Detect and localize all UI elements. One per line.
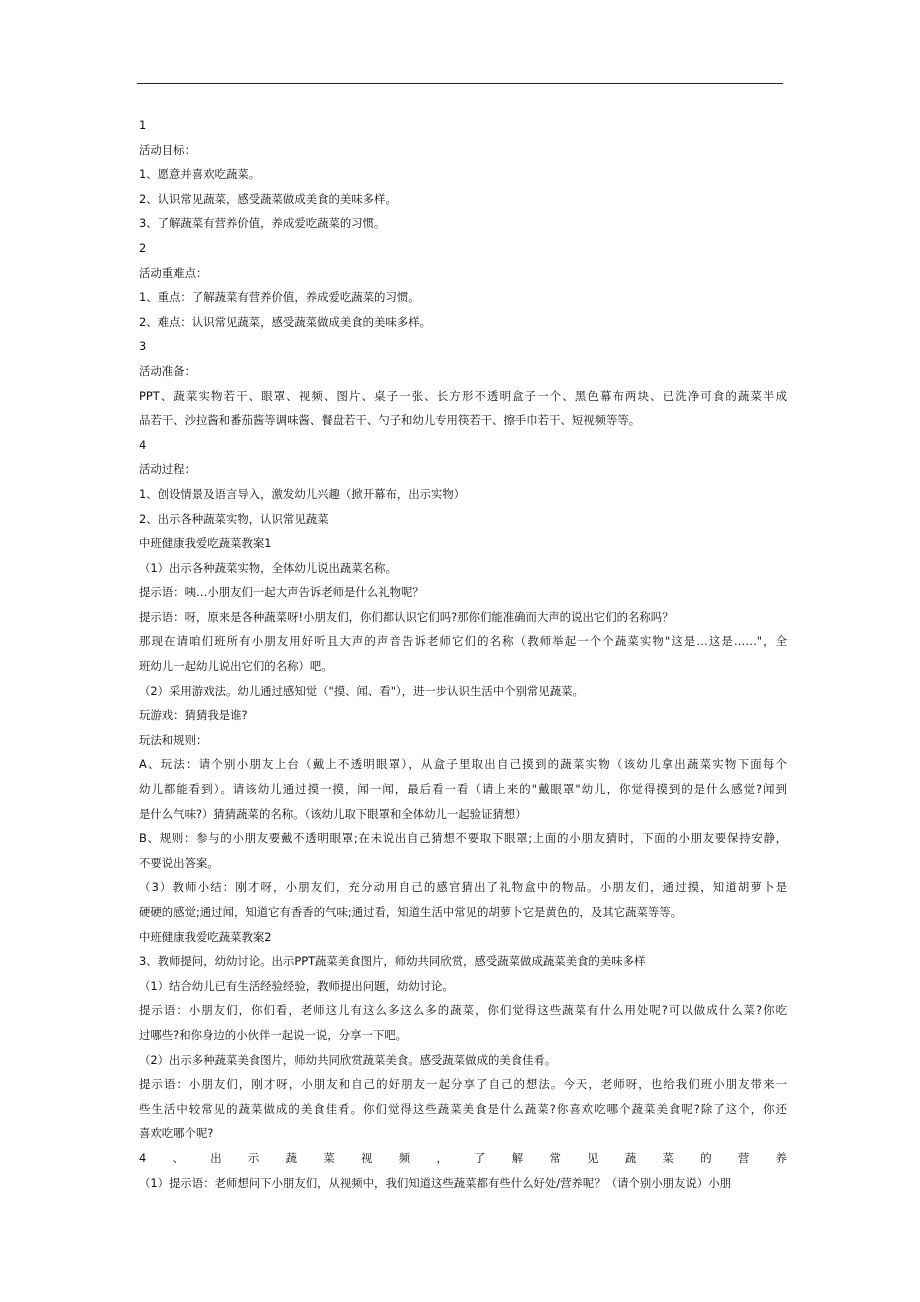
text-line: 3 xyxy=(139,339,147,354)
text-line: 活动准备： xyxy=(139,363,196,378)
text-line: 3、了解蔬菜有营养价值，养成爱吃蔬菜的习惯。 xyxy=(139,216,386,231)
text-line: 玩游戏：猜猜我是谁? xyxy=(139,708,248,723)
text-line: 3、教师提问，幼幼讨论。出示PPT蔬菜美食图片，师幼共同欣赏，感受蔬菜做成蔬菜美食的美味多样 xyxy=(139,954,646,969)
text-line: PPT、蔬菜实物若干、眼罩、视频、图片、桌子一张、长方形不透明盒子一个、黑色幕布两块、已洗净可食的蔬菜半成 xyxy=(139,388,787,403)
text-line: 4 xyxy=(139,437,147,452)
text-line: 2、难点：认识常见蔬菜，感受蔬菜做成美食的美味多样。 xyxy=(139,314,432,329)
text-line: 不要说出答案。 xyxy=(139,855,219,870)
text-line: 1、重点：了解蔬菜有营养价值，养成爱吃蔬菜的习惯。 xyxy=(139,290,420,305)
text-line: 2 xyxy=(139,240,147,255)
text-line: B、规则：参与的小朋友要戴不透明眼罩;在未说出自己猜想不要取下眼罩;上面的小朋友猜时，下面的小朋友要保持安静， xyxy=(139,831,787,846)
text-line: 硬硬的感觉;通过闻，知道它有香香的气味;通过看，知道生活中常见的胡萝卜它是黄色的，及其它蔬菜等等。 xyxy=(139,905,683,919)
text-line: （1）提示语：老师想问下小朋友们，从视频中，我们知道这些蔬菜都有些什么好处/营养呢？（请个别小朋友说）小朋 xyxy=(139,1175,732,1190)
text-line: 提示语：咦…小朋友们一起大声告诉老师是什么礼物呢？ xyxy=(139,585,424,600)
text-line: 幼儿都能看到）。请该幼儿通过摸一摸，闻一闻，最后看一看（请上来的"戴眼罩"幼儿，你觉得摸到的是什么感觉?闻到 xyxy=(139,782,787,797)
document-body xyxy=(139,113,787,1195)
text-line: 2、认识常见蔬菜，感受蔬菜做成美食的美味多样。 xyxy=(139,191,397,206)
text-line: （1）出示各种蔬菜实物，全体幼儿说出蔬菜名称。 xyxy=(139,560,397,575)
text-line: 1、愿意并喜欢吃蔬菜。 xyxy=(139,167,261,182)
text-line: 班幼儿一起幼儿说出它们的名称）吧。 xyxy=(139,659,333,674)
text-line: 是什么气味?）猜猜蔬菜的名称。（该幼儿取下眼罩和全体幼儿一起验证猜想） xyxy=(139,806,527,821)
text-line: 1 xyxy=(139,118,147,132)
text-line: 那现在请咱们班所有小朋友用好听且大声的声音告诉老师它们的名称（教师举起一个个蔬菜实物"这是…这是……"，全 xyxy=(139,634,787,649)
text-line: （2）采用游戏法。幼儿通过感知觉（"摸、闻、看"），进一步认识生活中个别常见蔬菜。 xyxy=(139,683,584,698)
text-line: 品若干、沙拉酱和番茄酱等调味酱、餐盘若干、勺子和幼儿专用筷若干、擦手巾若干、短视频等等。 xyxy=(139,413,641,428)
text-line: 提示语：呀，原来是各种蔬菜呀!小朋友们，你们都认识它们吗?那你们能准确而大声的说出它们的名称吗？ xyxy=(139,609,674,624)
text-line: 玩法和规则： xyxy=(139,732,208,747)
text-line: 中班健康我爱吃蔬菜教案1 xyxy=(139,536,272,551)
text-line: A、玩法：请个别小朋友上台（戴上不透明眼罩），从盒子里取出自己摸到的蔬菜实物（该幼儿拿出蔬菜实物下面每个 xyxy=(139,757,787,772)
text-line: （1）结合幼儿已有生活经验经验，教师提出问题，幼幼讨论。 xyxy=(139,978,454,993)
text-line: （2）出示多种蔬菜美食图片，师幼共同欣赏蔬菜美食。感受蔬菜做成的美食佳肴。 xyxy=(139,1052,557,1067)
text-line: 些生活中较常见的蔬菜做成的美食佳肴。你们觉得这些蔬菜美食是什么蔬菜?你喜欢吃哪个蔬菜美食呢?除了这个，你还 xyxy=(139,1101,787,1116)
text-line: 提示语：小朋友们，你们看，老师这儿有这么多这么多的蔬菜，你们觉得这些蔬菜有什么用处呢?可以做成什么菜?你吃 xyxy=(139,1003,787,1018)
text-line: 活动重难点： xyxy=(139,265,208,280)
text-line: 4、出示蔬菜视频，了解常见蔬菜的营养 xyxy=(139,1150,787,1165)
text-line: 2、出示各种蔬菜实物，认识常见蔬菜 xyxy=(139,511,329,526)
text-line: 活动过程： xyxy=(139,462,196,477)
text-line: 活动目标： xyxy=(139,142,196,157)
text-line: 提示语：小朋友们，刚才呀，小朋友和自己的好朋友一起分享了自己的想法。今天，老师呀，也给我们班小朋友带来一 xyxy=(139,1077,787,1092)
text-line: （3）教师小结：刚才呀，小朋友们，充分动用自己的感官猜出了礼物盒中的物品。小朋友们，通过摸，知道胡萝卜是 xyxy=(139,880,787,895)
text-line: 喜欢吃哪个呢? xyxy=(139,1126,214,1141)
text-line: 过哪些?和你身边的小伙伴一起说一说，分享一下吧。 xyxy=(139,1027,408,1042)
text-line: 1、创设情景及语言导入，激发幼儿兴趣（掀开幕布，出示实物） xyxy=(139,486,466,501)
header-rule xyxy=(137,83,783,84)
text-line: 中班健康我爱吃蔬菜教案2 xyxy=(139,929,272,944)
